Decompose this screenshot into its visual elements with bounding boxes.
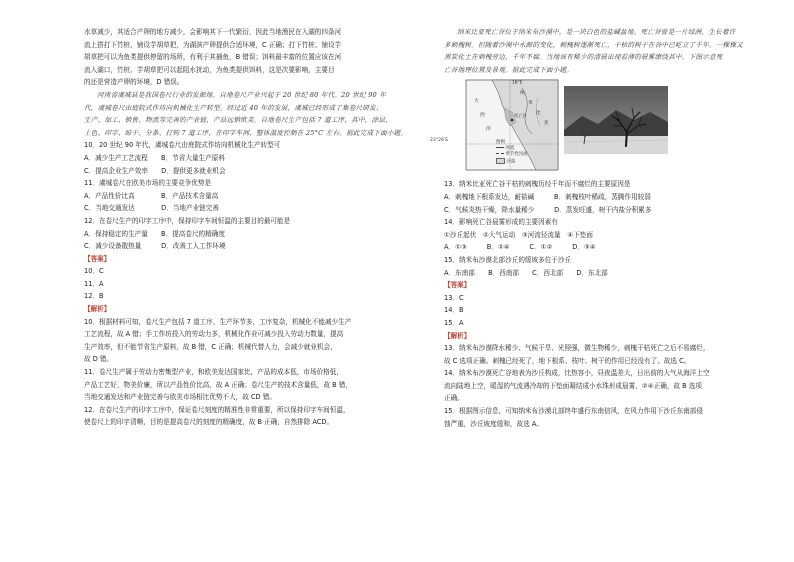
legend-label: 沙漠 (506, 159, 516, 165)
analysis-heading: 【解析】 (444, 331, 471, 340)
passage-line: 代，虞城卷尺由庭院式作坊向机械化生产转型。经过近 40 年的发展，虞城已经形成了集卷尺研发、 (84, 103, 383, 112)
question-stem: 11．虞城卷尺在欧美市场的主要竞争优势是 (84, 179, 212, 188)
passage-line: 多刺槐树。但随着沙漠中水源的变化，刺槐树逐渐死亡，干枯的树干在谷中已屹立了千年。一棵棵又 (444, 40, 743, 49)
question-options: C．减少设备散热量 D．改善工人工作环境 (84, 242, 226, 251)
text-line: 的还是营造产卵的环境，D 错误。 (84, 78, 184, 87)
legend-label: 河流 (505, 146, 515, 152)
figure (430, 78, 784, 174)
analysis-text (444, 342, 784, 430)
question-stem: 12．在卷尺生产的印字工序中，保持印字车间恒温的主要目的最可能是 (84, 216, 291, 225)
question-options: C．气候炎热干燥，降水量稀少 D．蒸发旺盛，树干内盐分积累多 (444, 205, 652, 214)
legend-title: 图例 (496, 140, 505, 146)
legend-label: 季节性河流 (505, 152, 528, 158)
question-options: C．当地交通发达 D．当地产业链完善 (84, 204, 219, 213)
answer-heading: 【答案】 (84, 254, 111, 263)
map-label: 西 (480, 113, 485, 119)
passage-line: 亡谷地理位置及景观。据此完成下面小题。 (444, 65, 574, 74)
passage-line: 生产、加工、销售、物流等完善的产业链，产品远销欧美。自地卷尺生产包括 7 道工序，其中，涂层、 (84, 116, 392, 125)
answer-item: 11．A (84, 279, 104, 288)
analysis-line: 流向陆地上空，暖湿的气流遇冷却的下垫面凝结成小水珠形成晨雾，②④正确，故 B 选项 (444, 381, 702, 390)
question-options: A．东南部 B．西南部 C．西北部 D．东北部 (444, 268, 608, 277)
analysis-line: 正确。 (444, 394, 464, 403)
question-13 (444, 178, 784, 216)
question-options: A．刺槐地下根系发达，耐盐碱 B．刺槐枝叶稀疏，蒸腾作用较弱 (444, 192, 651, 201)
analysis-line: 使卷尺上的印字清晰，目的是提高卷尺的刻度的精确度，故 B 正确，自然排除 ACD。 (84, 418, 334, 427)
latitude-label: 23°26′S (430, 138, 448, 144)
map-label: 大 (474, 99, 479, 105)
reading-passage (444, 26, 784, 76)
answer-item: 10．C (84, 267, 104, 276)
analysis-line: 故 D 错。 (84, 355, 114, 364)
question-stem: 14．影响死亡谷晨雾形成的主要因素有 (444, 218, 558, 227)
analysis-line: 13．纳米布沙漠降水稀少、气候干旱、光照强，微生物稀少，刺槐干枯死亡之后不易腐烂， (444, 344, 710, 353)
passage-line: 纳米比亚死亡谷位于纳米布沙漠中，是一块白色的盐碱盆地。死亡谷曾是一片绿洲，生长着许 (457, 28, 736, 36)
analysis-line: 14．纳米布沙漠死亡谷地表为沙丘构成，比热容小，昼夜温差大，日出前的大气从海洋上空 (444, 369, 710, 378)
map-label: 纳 (520, 91, 525, 97)
question-options: A．保持稳定的生产量 B．提高卷尺的精确度 (84, 229, 225, 238)
analysis-text (84, 316, 424, 429)
analysis-line: 12．在卷尺生产的印字工序中，保证卷尺刻度的精准性非常重要，所以保持印字车间恒温， (84, 405, 350, 414)
place-label: 死亡谷 (514, 113, 527, 119)
passage-line: 黑炭化土在刺槐旁边，千年不腐。当地该有稀少的清晨出现看薄的晨雾缭绕其中。下图示意死 (444, 53, 723, 62)
map-label: 洋 (486, 127, 491, 133)
question-stem: 13．纳米比亚死亡谷干枯的刺槐历经千年而不腐烂的主要原因是 (444, 180, 631, 189)
answer-heading: 【答案】 (444, 281, 471, 290)
question-10 (84, 139, 424, 177)
seasonal-river-symbol (496, 153, 504, 154)
passage-line: 河南省虞城县是我国卷尺行业的发源地。自地卷尺产业兴起于 20 世纪 80 年代。20 世纪 90 年 (97, 90, 387, 99)
text-line: 胡草把可以为鱼类提供停留的场所，有利于其捕鱼，B 错误；饵料最丰富的位置应该在河 (84, 53, 342, 62)
river-symbol (496, 147, 504, 148)
right-column (430, 26, 784, 430)
text-line: 水草减少，其适合产卵的地方减少，会影响其下一代繁衍，因此当地渔民在入湖的四条河 (84, 28, 342, 36)
map-legend (496, 140, 527, 166)
analysis-line: 工艺流程，故 A 错；手工作坊投入的劳动力多，机械化作业可减少投入劳动力数量，提高 (84, 330, 344, 339)
analysis-heading: 【解析】 (84, 305, 111, 314)
answer-item: 13．C (444, 293, 464, 302)
question-options: A．①③ B．②④ C．①② D．③④ (444, 243, 596, 252)
answer-item: 14．B (444, 306, 464, 315)
question-options: A．减少生产工艺流程 B．节省大量生产原料 (84, 153, 225, 162)
map-label: 比 (536, 111, 541, 117)
analysis-line: 11．卷尺生产属于劳动力密集型产业，和欧美发达国家比，产品的成本低，市场价格低， (84, 368, 343, 377)
map-label: 米 (528, 101, 533, 107)
passage-line: 上色、印字、晾干、分条、打钩 7 道工序，在印字车间，整体温度控制在 25°C 左右。据此完成下面小题。 (84, 128, 408, 137)
answer-item: 15．A (444, 318, 464, 327)
map-label: 亚 (544, 121, 549, 127)
landscape-photo (564, 86, 668, 154)
question-12 (84, 215, 424, 253)
analysis-line: 产品工艺好，物美价廉，所以产品性价比高，故 A 正确；卷尺生产的技术含量低，故 B 错， (84, 380, 352, 389)
text-line: 流入湖口，竹桩、芋胡草把可以起阻水扰动，为鱼类提供饵料，这是次要影响，主要目 (84, 65, 335, 74)
intro-paragraph (84, 26, 424, 89)
question-14 (444, 216, 784, 254)
analysis-line: 生产效率，但不能节省生产原料，故 B 错，C 正确；机械代替人力，会减少就业机会， (84, 342, 337, 351)
legend-item (496, 158, 527, 166)
analysis-line: 故 C 选项正确。刺槐已经死了，地下根系、枝叶、树干的作用已经没有了。故选 C。 (444, 356, 691, 365)
question-options: A．产品性价比高 B．产品技术含量高 (84, 191, 219, 200)
question-stem: 10．20 世纪 90 年代，虞城卷尺由庭院式作坊向机械化生产转型可 (84, 141, 281, 150)
question-options: C．提高企业生产效率 D．提供更多就业机会 (84, 166, 226, 175)
analysis-line: 15．根据图示信息，可知纳米布沙漠北部终年盛行东南信风，在风力作用下沙丘东南部侵 (444, 407, 703, 416)
question-options: ①沙丘起伏 ②大气运动 ③河流径流量 ④下垫面 (444, 230, 593, 239)
text-line: 流上搭打下竹桩、铺设芋胡草把，为湖滨产卵提供合适环境，C 正确；打下竹桩、铺设芋 (84, 40, 342, 49)
reading-passage (84, 89, 424, 139)
analysis-line: 蚀严重，沙丘坡度缓和，故选 A。 (444, 419, 543, 428)
left-column (84, 26, 424, 429)
longitude-label: 16°E (512, 80, 523, 86)
answer-item: 12．B (84, 292, 104, 301)
question-stem: 15．纳米布沙漠北部沙丘的缓坡多位于沙丘 (444, 255, 572, 264)
question-15 (444, 254, 784, 279)
analysis-line: 当地交通发达和产业链完善与欧美市场相比优势不大，故 CD 错。 (84, 393, 276, 402)
analysis-line: 10．根据材料可知，卷尺生产包括 7 道工序，生产环节多，工序复杂，机械化不能减少生产 (84, 317, 352, 326)
desert-symbol (496, 158, 505, 164)
question-11 (84, 177, 424, 215)
